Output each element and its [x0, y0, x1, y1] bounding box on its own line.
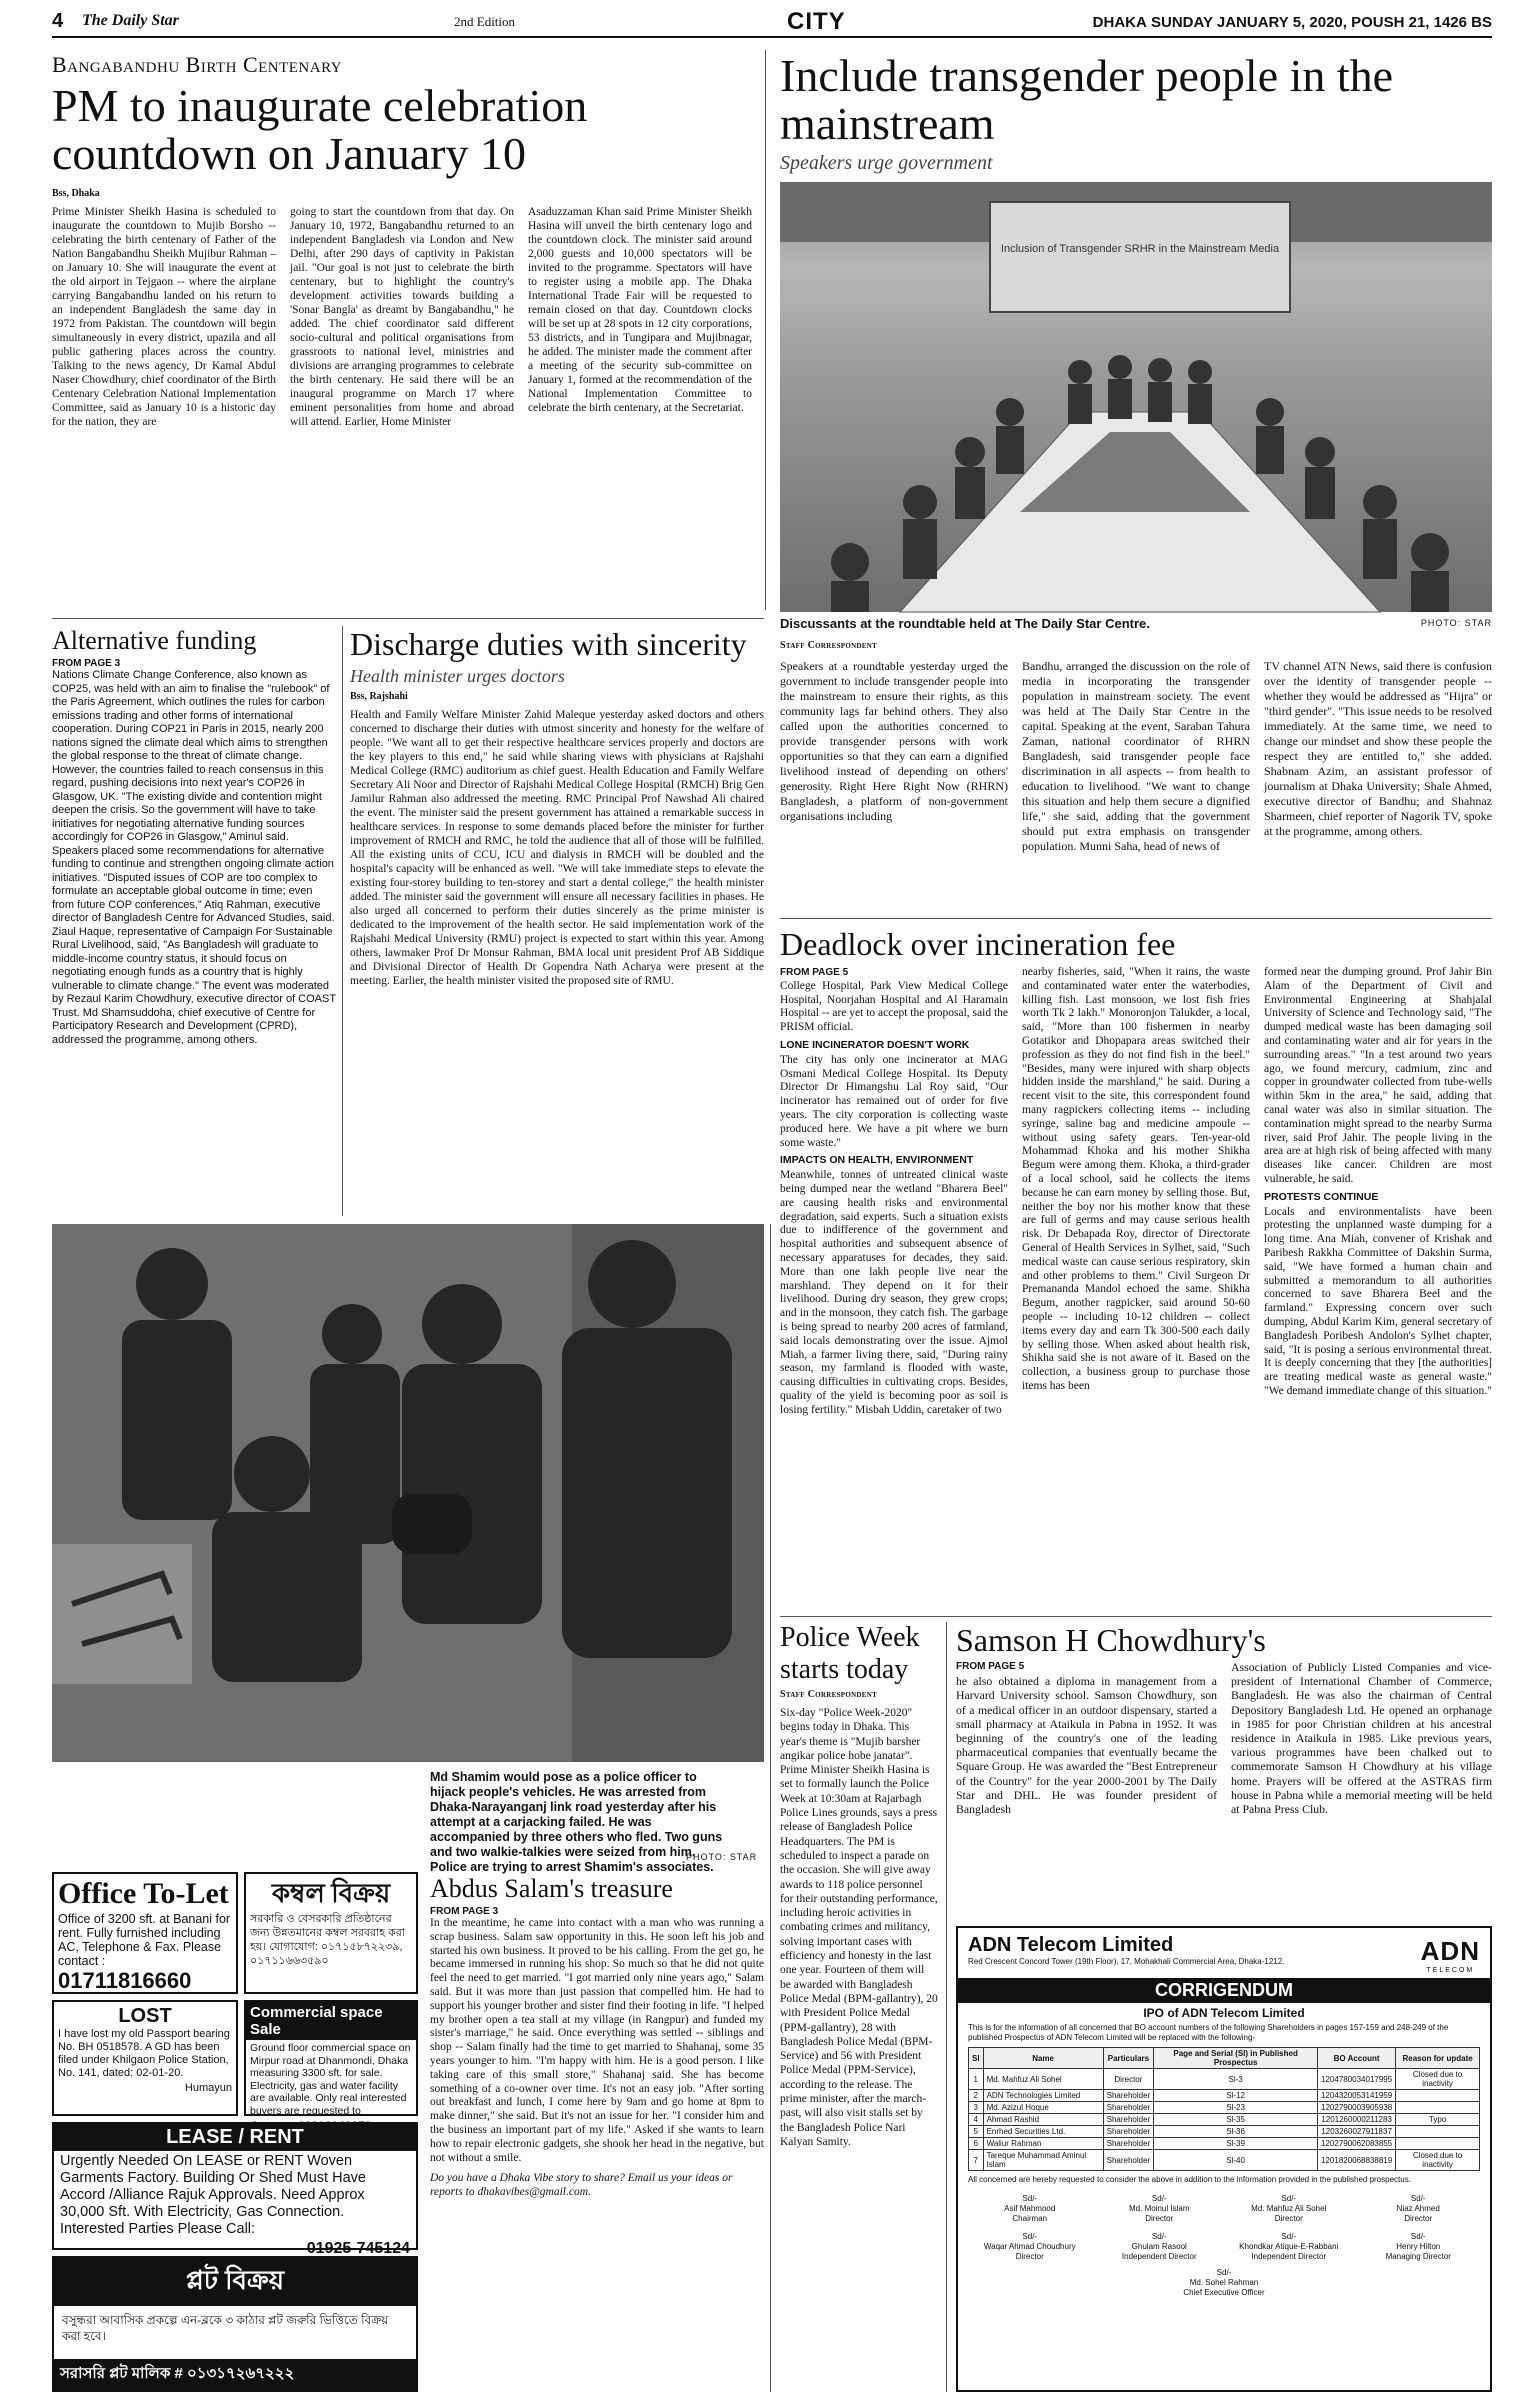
transgender-col-3: TV channel ATN News, said there is confusion over the identity of transgender people -- whether they would be addressed as "Hijra" or "third gender". "This issue needs to be resolved immediately. At the same time, we need to change our mindset and show these people the respect they are entitled to," she added. Shabnam Azim, an assistant professor of journalism at Dhaka University; Shale Ahmed, executive director of Bandhu; and Shahnaz Sharmeen, chief reporter of Nagorik TV, spoke at the programme, among others. — [1264, 659, 1492, 838]
commercial-space-ad — [244, 2000, 418, 2116]
adn-corrigendum: CORRIGENDUM — [958, 1978, 1490, 2003]
transgender-deck: Speakers urge government — [780, 152, 993, 174]
signatory: Sd/- Ghulam Rasool Independent Director — [1098, 2232, 1222, 2262]
table-cell: Ahmad Rashid — [983, 2114, 1103, 2126]
signatory-name: Asif Mahmood — [1004, 2204, 1056, 2213]
table-cell: 2 — [969, 2090, 984, 2102]
office-text: Office of 3200 sft. at Banani for rent. Fully furnished including AC, Telephone & Fax. Please contact : — [58, 1912, 231, 1968]
dateline-city: DHAKA — [1092, 14, 1147, 31]
table-cell: Sl-23 — [1154, 2102, 1318, 2114]
table-cell: Shareholder — [1103, 2102, 1154, 2114]
table-cell: 1204320053141959 — [1318, 2090, 1396, 2102]
police-headline: Police Week starts today — [780, 1622, 920, 1685]
roundtable-credit: PHOTO: STAR — [1420, 618, 1492, 628]
abdus-footer: Do you have a Dhaka Vibe story to share? Email us your ideas or reports to dhakavibes@gmail.com. — [430, 2172, 733, 2199]
abdus-salam-story — [430, 1874, 764, 2392]
table-cell: Sl-35 — [1154, 2114, 1318, 2126]
arrest-caption: Md Shamim would pose as a police officer to hijack people's vehicles. He was arrested from Dhaka-Narayanganj link road yesterday after his attempt at a carjacking failed. He was accompanied by three others who fled. Two guns and two walkie-talkies were seized from him. Police are trying to arrest Shamim's associates. — [430, 1770, 723, 1874]
arrest-credit: PHOTO: STAR — [686, 1852, 758, 1862]
table-cell: Sl-39 — [1154, 2138, 1318, 2150]
signatory-title: Director — [1145, 2214, 1174, 2223]
table-cell: Sl-36 — [1154, 2126, 1318, 2138]
signatory-title: Managing Director — [1385, 2252, 1451, 2261]
commercial-text: Ground floor commercial space on Mirpur road at Dhanmondi, Dhaka measuring 3300 sft. for sale. Electricity, gas and water facility are available. Only real interested buyers are requested to — [250, 2042, 411, 2117]
transgender-headline: Include transgender people in the mainstream — [780, 50, 1394, 149]
deadlock-col-3b: Locals and environmentalists have been protesting the unplanned waste dumping for a long time. Ana Miah, convener of Krishak and Paribesh Rakkha Committee of Dakshin Surma, said, "We have formed a human chain and submitted a memorandum to all authorities concerned to save Bharera Beel and the farmland." Expressing concern over such dumping, Abdul Karim Kim, general secretary of Bangladesh Poribesh Andolon's Sylhet chapter, said, "It is posing a serious environmental threat. It is deeply concerning that they [the authorities] are treating medical waste as general waste." "We demand immediate change of this situation." — [1264, 1205, 1492, 1397]
signatory-title: Chairman — [1012, 2214, 1048, 2223]
table-cell — [1396, 2090, 1480, 2102]
dateline — [1093, 14, 1492, 31]
section-rule — [52, 618, 764, 619]
table-row — [969, 2138, 1480, 2150]
column-rule — [946, 1622, 947, 2392]
signatory: Sd/- Niaz Ahmed Director — [1357, 2194, 1481, 2224]
table-row — [969, 2126, 1480, 2138]
signatory-name: Md. Moinul Islam — [1129, 2204, 1190, 2213]
table-cell: Sl-12 — [1154, 2090, 1318, 2102]
transgender-story — [780, 52, 1492, 912]
signatory-title: Chief Executive Officer — [1183, 2288, 1265, 2297]
table-cell: Shareholder — [1103, 2114, 1154, 2126]
adn-logo — [1421, 1936, 1480, 1974]
deadlock-col-1c: Meanwhile, tonnes of untreated clinical waste being dumped near the wetland "Bharera Beel" are causing health risks and environmental degradation, said experts. Such a situation exists due to indifference of the government and hospital authorities and subsequent absence of necessary apparatuses for decades, they said. More than one lakh people live near the marshland. They depend on it for their livelihood. During dry season, they grew crops; and in the monsoon, they catch fish. The garbage is being spread to nearby 200 acres of farmland, said locals demonstrating over the issue. Ajmol Miah, a farmer living there, said, "During rainy season, my farmland is flooded with waste, causing difficulties in cultivating crops. Besides, quality of the yield is becoming poor as soil is losing fertility." Misbah Uddin, caretaker of two — [780, 1169, 1008, 1416]
table-cell: Enrhed Securities Ltd. — [983, 2126, 1103, 2138]
section-rule — [780, 918, 1492, 919]
discharge-byline: Bss, Rajshahi — [350, 691, 408, 702]
adn-logo-text: ADN — [1420, 1936, 1480, 1966]
signatory-title: Director — [1015, 2252, 1044, 2261]
table-cell — [1396, 2138, 1480, 2150]
table-cell: Shareholder — [1103, 2090, 1154, 2102]
samson-col-2: Association of Publicly Listed Companies and vice-president of International Chamber of Commerce, Bangladesh. He was also the chairman of Central Depository Bangladesh Ltd. He opened an orphanage in 1985 for poor Christian children at his ancestral residence in Ataikula in 1985. Like previous years, various programmes have been chalked out to commemorate Samson H Chowdhury at his village home. Prayers will be offered at the ASTRAS firm house in Pabna while a memorial meeting will be held at Pabna Press Club. — [1231, 1660, 1492, 1817]
section-name: CITY — [787, 8, 846, 35]
edition-label: 2nd Edition — [454, 14, 516, 29]
table-cell: Md. Azizul Hoque — [983, 2102, 1103, 2114]
police-week-story — [780, 1622, 938, 2392]
signatory-name: Md. Sohel Rahman — [1189, 2278, 1259, 2287]
lease-text: Urgently Needed On LEASE or RENT Woven Garments Factory. Building Or Shed Must Have Accord /Alliance Rajuk Approvals. Need Approx 30,000 Sft. With Electricity, Gas Connection. Interested Parties Please Call: — [60, 2153, 366, 2237]
signatory-name: Henry Hilton — [1396, 2242, 1441, 2251]
lease-title: LEASE / RENT — [54, 2124, 416, 2151]
alt-headline: Alternative funding — [52, 626, 257, 655]
lost-name: Humayun — [184, 2082, 232, 2094]
alternative-funding-story — [52, 626, 336, 1218]
arrest-photo — [52, 1224, 764, 1762]
table-row — [969, 2090, 1480, 2102]
deadlock-col-3a: formed near the dumping ground. Prof Jahir Bin Alam of the Department of Civil and Environmental Engineering at Shahjalal University of Science and Technology said, "The dumped medical waste has been damaging soil and contaminating water and air for years in the surrounding areas." "In a test around two years ago, we found mercury, cadmium, zinc and copper in groundwater collected from tube-wells within 5km in the area," he said, adding that canal water was also in similar situation. The contamination might spread to the nearby Surma river, said Prof Jahir. The people living in the area are at high risk of being affected with many diseases like cancer. Children are most vulnerable, he said. — [1264, 966, 1492, 1185]
table-cell: 1 — [969, 2069, 984, 2090]
pm-col-2: going to start the countdown from that day. On January 10, 1972, Bangabandhu returned to an independent Bangladesh via London and New Delhi, after 290 days of captivity in Pakistan jail. "Our goal is not just to celebrate the birth centenary, but to highlight the country's development activities towards building a 'Sonar Bangla' as dreamt by Bangabandhu," he added. The chief coordinator said different socio-cultural and political organisations from grassroots to national level, ministries and divisions are arranging programmes to celebrate the birth centenary. He said there will be an inaugural programme on March 17 where eminent personalities from home and abroad will attend. Earlier, Home Minister — [290, 206, 514, 428]
adn-note: All concerned are hereby requested to consider the above in addition to the information provided in the published prospectus. — [968, 2175, 1411, 2184]
signatory: Sd/- Asif Mahmood Chairman — [968, 2194, 1092, 2224]
abdus-from: FROM PAGE 3 — [430, 1906, 499, 1917]
table-cell — [1396, 2126, 1480, 2138]
paper-name: The Daily Star — [82, 12, 179, 29]
deadlock-story — [780, 926, 1492, 1608]
signatory-title: Director — [1274, 2214, 1303, 2223]
deadlock-col-2: nearby fisheries, said, "When it rains, the waste and contaminated water enter the waterbodies, killing fish. Last monsoon, we lost fish fries worth Tk 2 lakh." Monoronjon Talukder, a local, said, "More than 100 fishermen in nearby Gotatikor and Dhopapara areas switched their profession as they do not find fish in the beel." "Besides, many were injured with sharp objects hidden inside the marshland," he said. During a recent visit to the site, this correspondent found many ragpickers collecting items -- including syringe, saline bag and medicine ampoule -- without using safety gears. Ten-year-old Mohammad Khoka and his mother Shikha Begum were among them. Khoka, a third-grader of a local school, said he collects the items because he can earn money by selling those. But, neither the boy nor his mother know that these are full of germs and may cause serious health risk. Dr Debapada Roy, director of Directorate General of Health Services in Sylhet, said, "Such medical waste can cause serious respiratory, skin and other problems to them." Civil Surgeon Dr Premananda Mandol echoed the same. Shikha Begum, another ragpicker, said around 50-60 people -- including 10-12 children -- collect items every day and earn Tk 300-500 each daily by selling those. When asked about health risk, Shikha said she is not aware of it. Based on the collection, a business group to purchase those items has been — [1022, 966, 1250, 1392]
office-phone: 01711816660 — [58, 1968, 192, 1993]
samson-from: FROM PAGE 5 — [956, 1661, 1025, 1672]
police-byline: Staff Correspondent — [780, 1689, 878, 1700]
adn-ipo-title: IPO of ADN Telecom Limited — [1143, 2006, 1305, 2020]
table-row — [969, 2069, 1480, 2090]
signatory-name: Md. Mahfuz Ali Sohel — [1251, 2204, 1327, 2213]
samson-col-1: he also obtained a diploma in management from a Harvard University school. Samson Chowdhury, son of a medical officer in an outdoor dispensary, started a small pharmacy at Ataikula in Pabna in 1952. It was beginning of the country's one of the leading pharmaceutical companies that eventually became the Square Group. He was awarded the "Best Entrepreneur of the Country" for the year 2000-2001 by The Daily Star and DHL. He was founder president of Bangladesh — [956, 1674, 1217, 1817]
column-rule — [770, 1224, 771, 2392]
adn-notice — [956, 1926, 1492, 2392]
transgender-col-1: Speakers at a roundtable yesterday urged the government to include transgender people into the mainstream to ensure their rights, as this community lags far behind others. They also called upon the authorities concerned to provide transgender persons with work opportunities so that they can earn a dignified livelihood instead of depending on others' generosity. Right Here Right Now (RHRN) Bangladesh, a platform of non-government organisations including — [780, 659, 1008, 823]
kambal-text: সরকারি ও বেসরকারি প্রতিষ্ঠানের জন্য উন্নতমানের কম্বল সরবরাহ করা হয়। যোগাযোগ: ০১৭১৫৮৭২২৩৯, ০১৭১১৬৬৩৫৯০ — [250, 1913, 406, 1967]
arrest-illustration — [52, 1224, 764, 1762]
abdus-body: In the meantime, he came into contact with a man who was running a scrap business. Salam saw opportunity in this. He soon left his job and started his own business. It proved to be his calling. From the get go, he became immersed in running his shop. So much so that he did not quite feel the need to get married. "I got married only nine years ago," Salam said. But it was more than just passion that compelled him. He had to support his younger brother and sister find their footing in life. "I helped my brother open a tea stall at my village (in Rangpur) and funded my sister's marriage," he said. Once everything was settled -- siblings and shop -- Salam finally had the time to get married to Shahanaj, some 35 years younger to him. "I'm happy with him. He is a good person. I like taking care of this small store," Shahanaj said. She has become something of a co-owner over time. It's not an easy job. "After sorting out breakfast and lunch, I come here by 9am and go home at 8pm to make dinner," she said. But it's not an issue for her. "I consider him and the business an important part of my life." Asked if she wants to learn how to repair electronic gadgets, she shook her head in the negative, but not without a smile. — [430, 1917, 764, 2164]
signatory: Sd/- Khondkar Atique-E-Rabbani Independent Director — [1227, 2232, 1351, 2262]
pm-col-3: Asaduzzaman Khan said Prime Minister Sheikh Hasina will unveil the birth centenary logo and the countdown clock. The minister said around 2,000 guests and 10,000 spectators will be invited to the programme. Spectators will have to register using a mobile app. The Dhaka International Trade Fair will be requested to remain closed on that day. Countdown clocks will be set up at 28 spots in 12 city corporations, 53 districts, and in Tungipara and Mujibnagar, he added. The minister made the comment after a meeting of the security sub-committee on January 1, formed at the recommendation of the National Implementation Committee to celebrate the birth centenary, at the Secretariat. — [528, 206, 752, 414]
deadlock-subhead-2: IMPACTS ON HEALTH, ENVIRONMENT — [780, 1154, 974, 1167]
adn-ceo: Sd/- Md. Sohel Rahman Chief Executive Officer — [958, 2268, 1490, 2298]
signatory: Sd/- Md. Mahfuz Ali Sohel Director — [1227, 2194, 1351, 2224]
table-cell: 1202790062083855 — [1318, 2138, 1396, 2150]
discharge-deck: Health minister urges doctors — [350, 666, 565, 686]
signatory: Sd/- Henry Hilton Managing Director — [1357, 2232, 1481, 2262]
table-cell: Sl-40 — [1154, 2150, 1318, 2171]
office-title: Office To-Let — [58, 1877, 229, 1910]
alt-from: FROM PAGE 3 — [52, 658, 121, 669]
table-cell: Typo — [1396, 2114, 1480, 2126]
table-cell: Tareque Muhammad Aminul Islam — [983, 2150, 1103, 2171]
table-cell: 1203260027911837 — [1318, 2126, 1396, 2138]
page-number: 4 — [52, 10, 64, 32]
adn-logo-sub: TELECOM — [1426, 1967, 1475, 1974]
table-cell: Shareholder — [1103, 2138, 1154, 2150]
roundtable-illustration — [780, 182, 1492, 612]
signatory-title: Independent Director — [1251, 2252, 1327, 2261]
signatory-name: Niaz Ahmed — [1396, 2204, 1440, 2213]
table-cell: 1201820068838819 — [1318, 2150, 1396, 2171]
banner-text: Inclusion of Transgender SRHR in the Mainstream Media — [1000, 243, 1280, 255]
table-cell: ADN Technologies Limited — [983, 2090, 1103, 2102]
deadlock-col-1a: College Hospital, Park View Medical College Hospital, Noorjahan Hospital and Al Haramain Hospital -- are yet to accept the proposal, said the PRISM official. — [780, 979, 1009, 1034]
signatory-name: Khondkar Atique-E-Rabbani — [1239, 2242, 1339, 2251]
adn-th-name: Name — [983, 2048, 1103, 2069]
table-row — [969, 2114, 1480, 2126]
pm-story — [52, 52, 752, 612]
adn-th-reason: Reason for update — [1396, 2048, 1480, 2069]
signatory-title: Director — [1404, 2214, 1433, 2223]
samson-headline: Samson H Chowdhury's — [956, 1622, 1266, 1658]
table-cell: Waliur Rahman — [983, 2138, 1103, 2150]
table-cell: Closed due to inactivity — [1396, 2150, 1480, 2171]
table-cell: Shareholder — [1103, 2150, 1154, 2171]
deadlock-col-1b: The city has only one incinerator at MAG Osmani Medical College Hospital. Its Deputy Director Dr Himangshu Lal Roy said, "Our incinerator has remained out of order for five years. The city corporation is collecting waste produced here. We have a pit where we burn some waste." — [780, 1053, 1008, 1149]
deadlock-from: FROM PAGE 5 — [780, 967, 849, 978]
signatory: Sd/- Waqar Ahmad Choudhury Director — [968, 2232, 1092, 2262]
alt-body: Nations Climate Change Conference, also known as COP25, was held with an aim to finalise the "rulebook" of the Paris Agreement, which outlines the rules for carbon emissions trading and other forms of international cooperation. During COP21 in Paris in 2015, nearly 200 nations signed the climate deal which aims to strengthen the global response to the threat of climate change. However, the countries failed to reach consensus in this regard, pushing decisions into next year's COP26 in Glasgow, UK. "The existing divide and contention might deepen the crisis. So the government will have to take initiatives for negotiating alternative funding sources accordingly for COP26 in Glasgow," Aminul said. Speakers placed some recommendations for alternative funding to continue and strengthen ongoing climate action initiatives. "Disputed issues of COP are too complex to formulate an acceptable global outcome in time; even from future COP conferences," Atiq Rahman, executive director of Bangladesh Centre for Advanced Studies, said. Ziaul Haque, representative of Campaign For Sustainable Rural Livelihood, said, "As Bangladesh will graduate to middle-income country status, it should focus on negotiating enough funds as a country that is highly vulnerable to climate change." The event was moderated by Rezaul Karim Chowdhury, executive director of COAST Trust. Md Shamsuddoha, chief executive of Centre for Participatory Research and Development (CPRD), addressed the programme, among others. — [52, 669, 336, 1046]
table-cell: 7 — [969, 2150, 984, 2171]
lease-phone: 01925-745124 — [306, 2240, 410, 2257]
table-row — [969, 2150, 1480, 2171]
office-tolet-ad — [52, 1872, 238, 1994]
table-cell: Sl-3 — [1154, 2069, 1318, 2090]
deadlock-subhead-3: PROTESTS CONTINUE — [1264, 1190, 1379, 1203]
table-cell: 4 — [969, 2114, 984, 2126]
adn-th-particulars: Particulars — [1103, 2048, 1154, 2069]
plot-text: বসুন্ধরা আবাসিক প্রকল্পে এন-ব্লকে ৩ কাঠার প্লট জরুরি ভিত্তিতে বিক্রয় করা হবে। — [62, 2313, 389, 2343]
signatory-name: Ghulam Rasool — [1131, 2242, 1187, 2251]
adn-th-page: Page and Serial (Sl) in Published Prospectus — [1154, 2048, 1318, 2069]
abdus-headline: Abdus Salam's treasure — [430, 1874, 673, 1903]
adn-th-bo: BO Account — [1318, 2048, 1396, 2069]
table-cell: 5 — [969, 2126, 984, 2138]
pm-kicker: Bangabandhu Birth Centenary — [52, 52, 343, 77]
discharge-body: Health and Family Welfare Minister Zahid Maleque yesterday asked doctors and others concerned to discharge their duties with utmost sincerity and honesty for the welfare of people. "We want all to get their respective healthcare services properly and doctors are the key players to this end," he said while sharing views with physicians at Rajshahi Medical College (RMC) auditorium as chief guest. Health Education and Family Welfare Secretary Ali Noor and Director of Rajshahi Medical College Hospital (RMCH) Brig Gen Jamilur Rahman also addressed the meeting. RMC Principal Prof Nawshad Ali chaired the event. The minister said the present government has attained a remarkable success in healthcare services. In response to some demands placed before the minister for further improvement of RMCH and RMC, he told the audience that all of those will be fulfilled. All the existing units of CCU, ICU and dialysis in RMCH will be doubled and the hospital's capacity will be enhanced as well. "We will take immediate steps to elevate the existing four-storey building to ten-storey and start a dental college," the health minister added. The minister said the government will ensure all necessary facilities in phases. He also urged all concerned to perform their duties sincerely as the prime minister is dedicated to the improvement of the health sector. He said implementation work of the Rajshahi Medical University (RMU) project is expected to start within this year. Among others, lawmaker Prof Dr Monsur Rahman, BMA local unit president Prof AB Siddique and Divisional Director of Health Dr Gopendra Nath Acharya were present at the meeting. Earlier, the health minister visited the proposed site of RMU. — [350, 709, 764, 987]
table-cell: 1204780034017995 — [1318, 2069, 1396, 2090]
plot-sale-ad — [52, 2256, 418, 2392]
police-body: Six-day "Police Week-2020" begins today in Dhaka. This year's theme is "Mujib barsher angikar police hobe janatar". Prime Minister Sheikh Hasina is set to formally launch the Police Week at 10:30am at Rajarbagh Police Lines grounds, says a press release of Bangladesh Police Headquarters. The PM is scheduled to inspect a parade on the occasion. She will give away awards to 118 police personnel for their outstanding performance, including heroic activities in combating crimes and militancy, solving important cases with efficiency and honesty in the last one year. Fourteen of them will be awarded with Bangladesh Police Medal (BPM-gallantry), 20 with President Police Medal (PPM-gallantry), 28 with Bangladesh Police Medal (BPM-Service) and 56 with President Police Medal (PPM-Service), according to the release. The prime minister, after the march-past, will also visit stalls set by the Bangladesh Police Nari Kalyan Samity. — [780, 1707, 938, 2148]
plot-title: প্লট বিক্রয় — [54, 2258, 416, 2306]
roundtable-caption: Discussants at the roundtable held at The Daily Star Centre. — [780, 616, 1150, 631]
roundtable-photo — [780, 182, 1492, 612]
signatory-name: Waqar Ahmad Choudhury — [983, 2242, 1076, 2251]
table-cell: Closed due to inactivity — [1396, 2069, 1480, 2090]
table-cell: Md. Mahfuz Ali Sohel — [983, 2069, 1103, 2090]
pm-byline: Bss, Dhaka — [52, 188, 100, 199]
section-rule — [780, 1616, 1492, 1617]
kambal-ad — [244, 1872, 418, 1994]
pm-headline: PM to inaugurate celebration countdown on January 10 — [52, 80, 588, 179]
samson-story — [956, 1622, 1492, 1918]
kambal-title: কম্বল বিক্রয় — [271, 1879, 391, 1908]
plot-contact: সরাসরি প্লট মালিক # ০১৩১৭২৬৭২২২ — [54, 2359, 416, 2390]
column-rule — [342, 626, 343, 1216]
table-cell: 6 — [969, 2138, 984, 2150]
table-cell: 1202790003905938 — [1318, 2102, 1396, 2114]
signatory-title: Independent Director — [1121, 2252, 1197, 2261]
deadlock-headline: Deadlock over incineration fee — [780, 926, 1176, 962]
adn-signatories — [958, 2188, 1490, 2268]
table-cell: Director — [1103, 2069, 1154, 2090]
deadlock-subhead-1: LONE INCINERATOR DOESN'T WORK — [780, 1038, 970, 1051]
column-rule — [765, 50, 766, 610]
lost-title: LOST — [118, 2005, 172, 2027]
transgender-byline: Staff Correspondent — [780, 640, 878, 651]
adn-table — [968, 2047, 1480, 2171]
table-cell: Shareholder — [1103, 2126, 1154, 2138]
dateline-date: SUNDAY JANUARY 5, 2020, POUSH 21, 1426 BS — [1151, 14, 1492, 31]
adn-intro: This is for the information of all concerned that BO account numbers of the following Shareholders in pages 157-159 and 248-249 of the published Prospectus of ADN Telecom Limited will be replaced with the following- — [968, 2023, 1449, 2042]
transgender-col-2: Bandhu, arranged the discussion on the role of media in incorporating the transgender population in mainstream society. The event was held at The Daily Star Centre in the capital. Speaking at the event, Saraban Tahura Zaman, national coordinator of RHRN Bangladesh, said transgender people face discrimination in all aspects -- from health to education to livelihood. "We want to change this situation and help them secure a dignified life," she said, adding that the government should put extra emphasis on transgender population. Munni Saha, head of news of — [1022, 659, 1250, 853]
pm-col-1: Prime Minister Sheikh Hasina is scheduled to inaugurate the countdown to Mujib Borsho -- celebrating the birth centenary of Father of the Nation Bangabandhu Sheikh Mujibur Rahman – on January 10. She will inaugurate the event at the old airport in Tejgaon -- where the airplane carrying Bangabandhu landed on his return to an independent Bangladesh the same day in 1972 from Pakistan. The countdown will begin simultaneously in every district, upazila and all public gathering places across the country. Talking to the news agency, Dr Kamal Abdul Naser Chowdhury, chief coordinator of the Birth Centenary Celebration National Implementation Committee, said as January 10 is a historic day for the nation, they are — [52, 206, 276, 428]
adn-th-sl: Sl — [969, 2048, 984, 2069]
table-cell: 3 — [969, 2102, 984, 2114]
adn-company: ADN Telecom Limited — [968, 1934, 1174, 1956]
lost-text: I have lost my old Passport bearing No. BH 0518578. A GD has been filed under Khilgaon Police Station, No. 141, dated: 02-01-20. — [58, 2028, 230, 2079]
adn-address: Red Crescent Concord Tower (19th Floor), 17, Mohakhali Commercial Area, Dhaka-1212. — [968, 1957, 1285, 1966]
lease-rent-ad — [52, 2122, 418, 2257]
lost-ad — [52, 2000, 238, 2116]
signatory: Sd/- Md. Moinul Islam Director — [1098, 2194, 1222, 2224]
discharge-story — [350, 626, 764, 1218]
table-row — [969, 2102, 1480, 2114]
commercial-title: Commercial space Sale — [246, 2002, 416, 2040]
table-cell — [1396, 2102, 1480, 2114]
table-cell: 1201260000211283 — [1318, 2114, 1396, 2126]
discharge-headline: Discharge duties with sincerity — [350, 626, 747, 662]
masthead — [52, 10, 1492, 38]
